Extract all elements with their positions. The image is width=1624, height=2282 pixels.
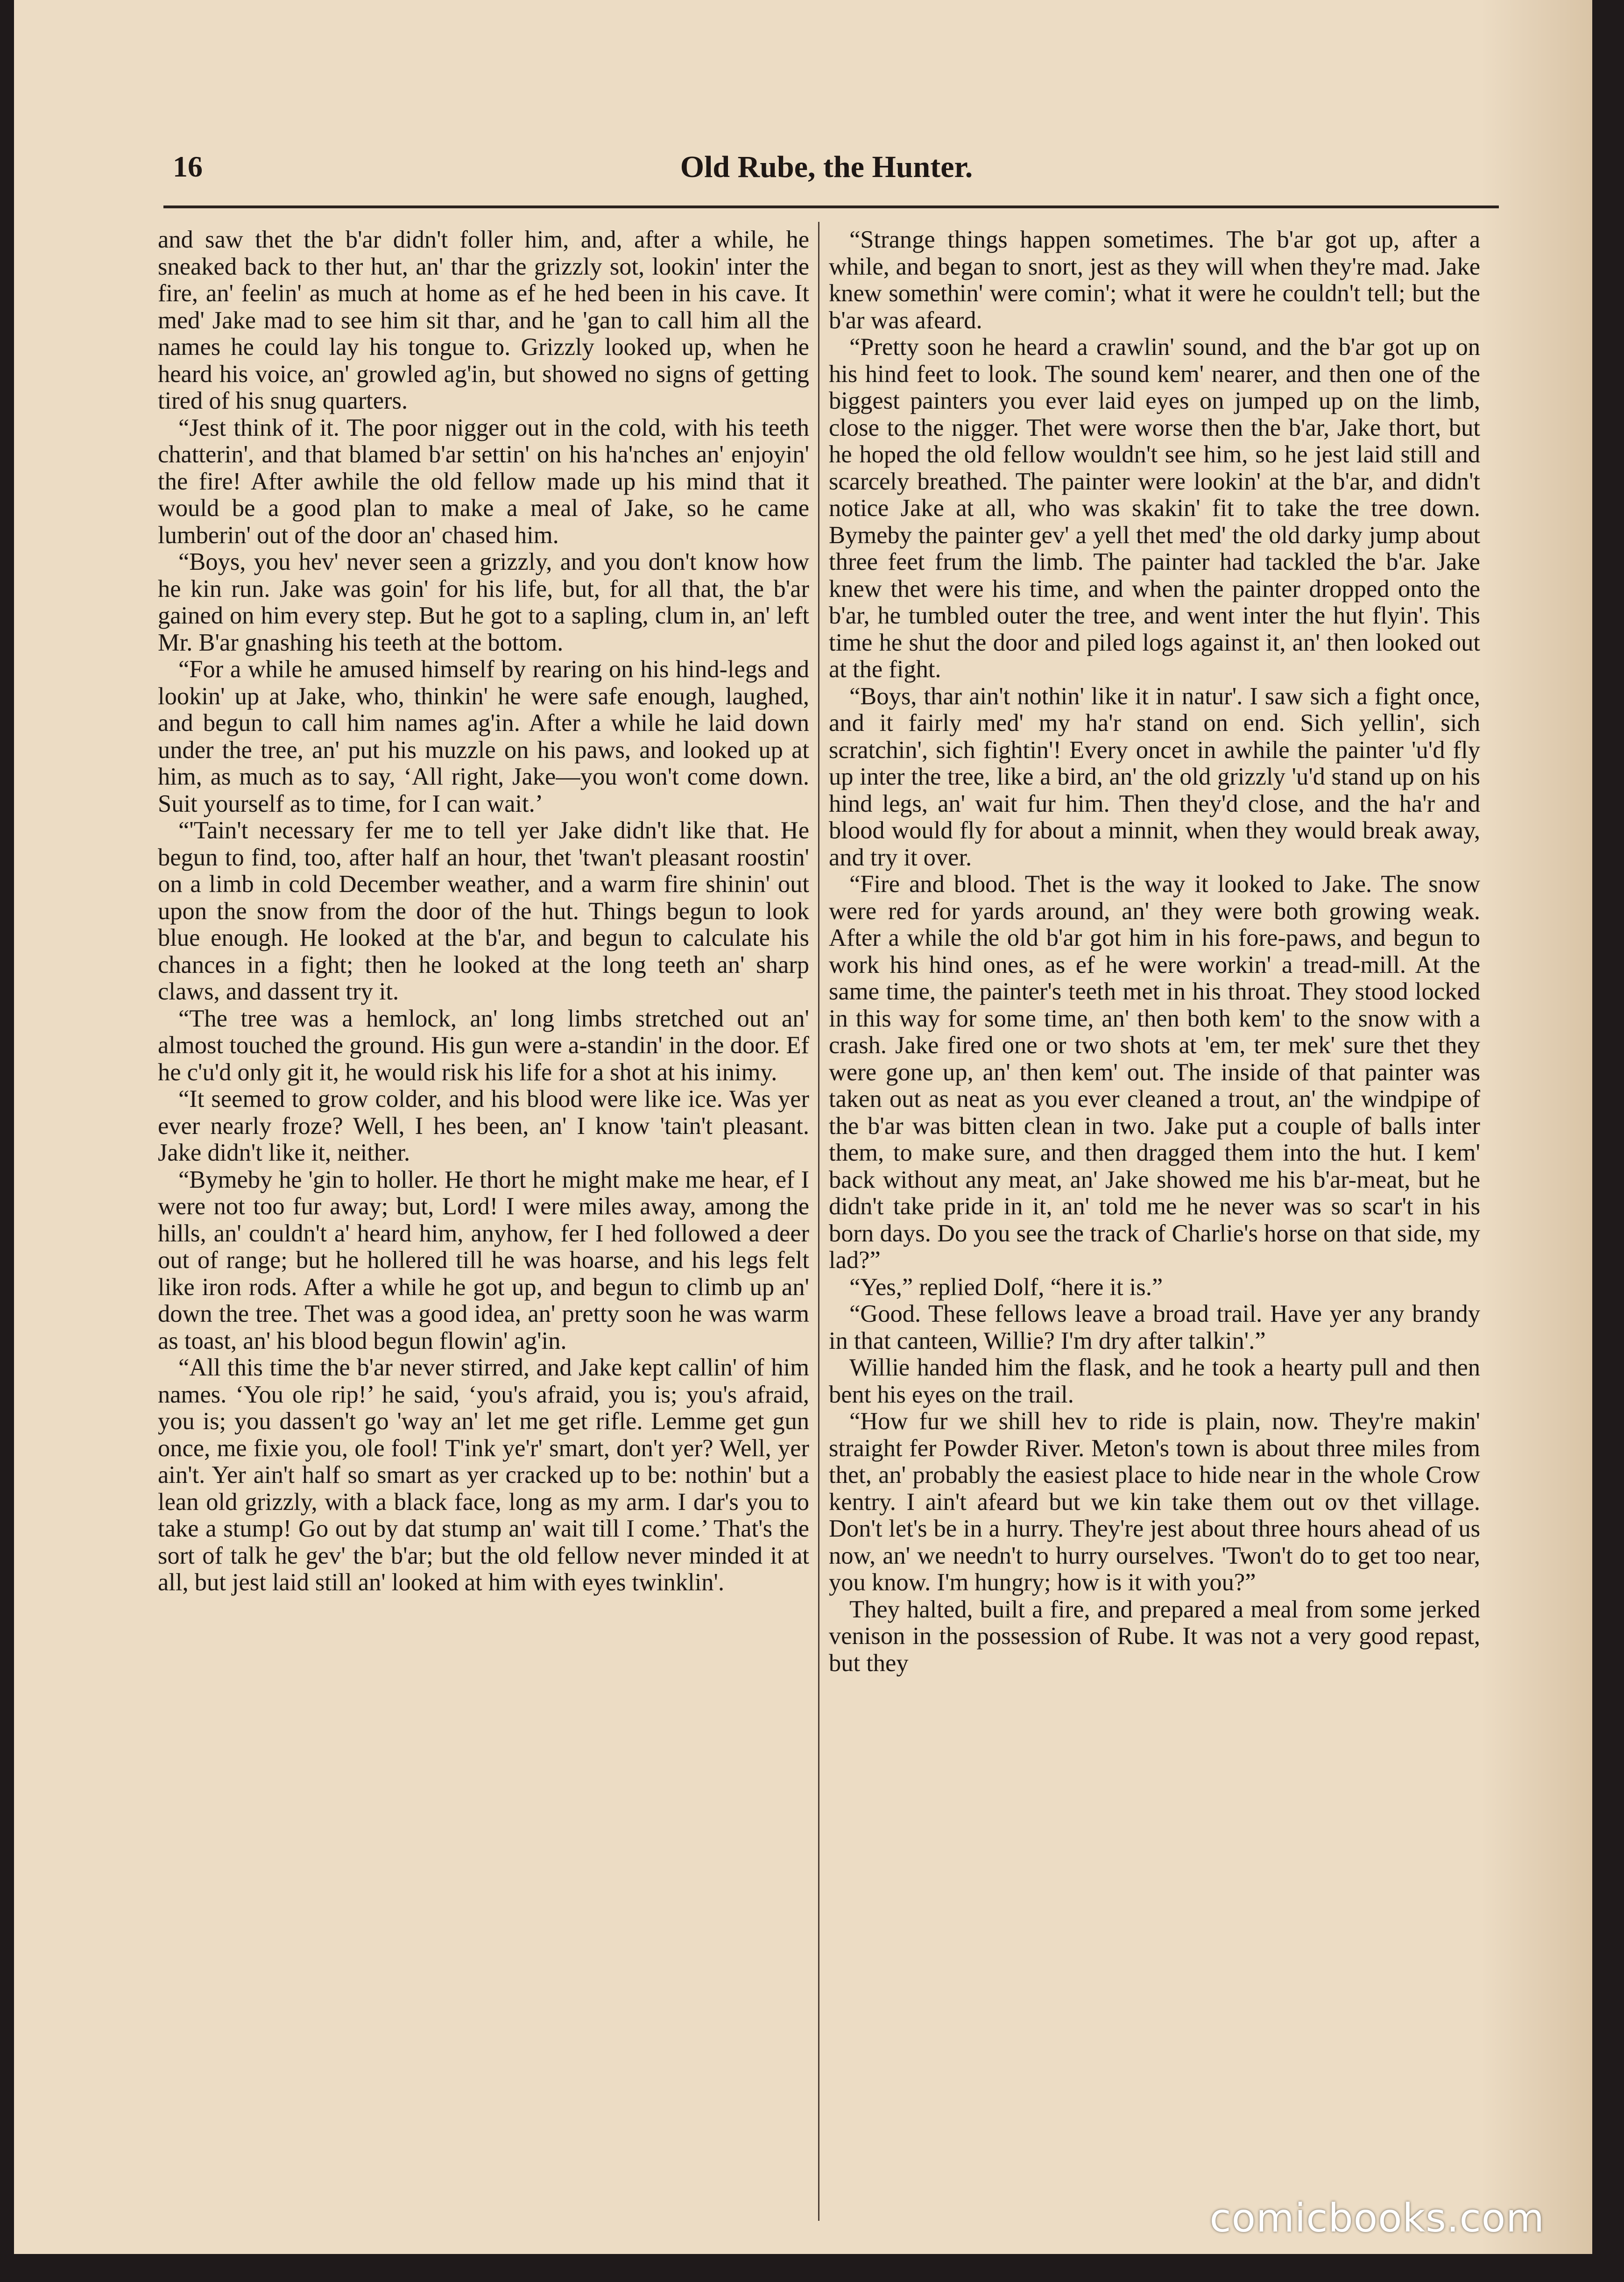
paragraph: “Boys, thar ain't nothin' like it in natur'. I saw sich a fight once, and it fairly med' my ha'r stand on end. Sich yellin', sich scratchin', sich fightin'! Every oncet in awhile the painter 'u'd fly up inter the tree, like a bird, an' the old grizzly 'u'd stand up on his hind legs, an' wait fur him. Then they'd close, and the ha'r and blood would fly for about a minnit, when they would break away, and try it over. xyxy=(829,682,1480,871)
paragraph: “The tree was a hemlock, an' long limbs stretched out an' almost touched the ground. His gun were a-standin' in the door. Ef he c'u'd only git it, he would risk his life for a shot at his inimy. xyxy=(158,1005,809,1086)
running-title: Old Rube, the Hunter. xyxy=(680,150,973,184)
book-page xyxy=(14,0,1592,2254)
right-column xyxy=(829,227,1480,1677)
scan-background xyxy=(0,2254,1624,2282)
page-number: 16 xyxy=(173,150,203,183)
watermark: comicbooks.com xyxy=(1209,2195,1545,2241)
paragraph: Willie handed him the flask, and he took a hearty pull and then bent his eyes on the trail. xyxy=(829,1354,1480,1408)
left-column xyxy=(158,227,809,1596)
column-divider xyxy=(818,222,819,2221)
paragraph: “Fire and blood. Thet is the way it looked to Jake. The snow were red for yards around, an' they were both growing weak. After a while the old b'ar got him in his fore-paws, and begun to work his hind ones, as ef he were workin' a tread-mill. At the same time, the painter's teeth met in his throat. They stood locked in this way for some time, an' then both kem' to the snow with a crash. Jake fired one or two shots at 'em, ter mek' sure thet they were gone up, an' then kem' out. The inside of that painter was taken out as neat as you ever cleaned a trout, an' the windpipe of the b'ar was bitten clean in two. Jake put a couple of balls inter them, to make sure, and then dragged them into the hut. I kem' back without any meat, an' Jake showed me his b'ar-meat, but he didn't take pride in it, an' told me he never was so scar't in his born days. Do you see the track of Charlie's horse on that side, my lad?” xyxy=(829,871,1480,1274)
paragraph: and saw thet the b'ar didn't foller him, and, after a while, he sneaked back to ther hut, an' thar the grizzly sot, lookin' inter the fire, an' feelin' as much at home as ef he hed been in his cave. It med' Jake mad to see him sit thar, and he 'gan to call him all the names he could lay his tongue to. Grizzly looked up, when he heard his voice, an' growled ag'in, but showed no signs of getting tired of his snug quarters. xyxy=(158,226,809,414)
page-header xyxy=(163,149,1490,201)
paragraph: “It seemed to grow colder, and his blood were like ice. Was yer ever nearly froze? Well, I hes been, an' I know 'tain't pleasant. Jake didn't like it, neither. xyxy=(158,1085,809,1166)
paragraph: “Bymeby he 'gin to holler. He thort he might make me hear, ef I were not too fur away; but, Lord! I were miles away, among the hills, an' couldn't a' heard him, anyhow, fer I hed followed a deer out of range; but he hollered till he was hoarse, and his legs felt like iron rods. After a while he got up, and begun to climb up an' down the tree. Thet was a good idea, an' pretty soon he was warm as toast, an' his blood begun flowin' ag'in. xyxy=(158,1166,809,1354)
header-rule xyxy=(163,206,1499,208)
paragraph: “Boys, you hev' never seen a grizzly, and you don't know how he kin run. Jake was goin' for his life, but, for all that, the b'ar gained on him every step. But he got to a sapling, clum in, an' left Mr. B'ar gnashing his teeth at the bottom. xyxy=(158,548,809,656)
paragraph: “How fur we shill hev to ride is plain, now. They're makin' straight fer Powder River. Meton's town is about three miles from thet, an' probably the easiest place to hide near in the whole Crow kentry. I ain't afeard but we kin take them out ov thet village. Don't let's be in a hurry. They're jest about three hours ahead of us now, an' we needn't to hurry ourselves. 'Twon't do to get too near, you know. I'm hungry; how is it with you?” xyxy=(829,1408,1480,1596)
paragraph: “Strange things happen sometimes. The b'ar got up, after a while, and began to snort, jest as they will when they're mad. Jake knew somethin' were comin'; what it were he couldn't tell; but the b'ar was afeard. xyxy=(829,226,1480,334)
paragraph: They halted, built a fire, and prepared a meal from some jerked venison in the possession of Rube. It was not a very good repast, but they xyxy=(829,1595,1480,1677)
paragraph: “Pretty soon he heard a crawlin' sound, and the b'ar got up on his hind feet to look. The sound kem' nearer, and then one of the biggest painters you ever laid eyes on jumped up on the limb, close to the nigger. Thet were worse then the b'ar, Jake thort, but he hoped the old fellow wouldn't see him, so he jest laid still and scarcely breathed. The painter were lookin' at the b'ar, and didn't notice Jake at all, who was skakin' fit to take the tree down. Bymeby the painter gev' a yell thet med' the old darky jump about three feet frum the limb. The painter had tackled the b'ar. Jake knew thet were his time, and when the painter dropped onto the b'ar, he tumbled outer the tree, and went inter the hut flyin'. This time he shut the door and piled logs against it, an' then looked out at the fight. xyxy=(829,333,1480,683)
page-edge-shading xyxy=(1480,0,1592,2254)
paragraph: “Yes,” replied Dolf, “here it is.” xyxy=(849,1273,1163,1301)
paragraph: “Good. These fellows leave a broad trail. Have yer any brandy in that canteen, Willie? I'm dry after talkin'.” xyxy=(829,1300,1480,1354)
paragraph: “For a while he amused himself by rearing on his hind-legs and lookin' up at Jake, who, thinkin' he were safe enough, laughed, and begun to call him names ag'in. After a while he laid down under the tree, an' put his muzzle on his paws, and looked up at him, as much as to say, ‘All right, Jake—you won't come down. Suit yourself as to time, for I can wait.’ xyxy=(158,656,809,817)
paragraph: “'Tain't necessary fer me to tell yer Jake didn't like that. He begun to find, too, after half an hour, thet 'twan't pleasant roostin' on a limb in cold December weather, and a warm fire shinin' out upon the snow from the door of the hut. Things begun to look blue enough. He looked at the b'ar, and begun to calculate his chances in a fight; then he looked at the long teeth an' sharp claws, and dassent try it. xyxy=(158,817,809,1005)
paragraph: “Jest think of it. The poor nigger out in the cold, with his teeth chatterin', and that blamed b'ar settin' on his ha'nches an' enjoyin' the fire! After awhile the old fellow made up his mind that it would be a good plan to make a meal of Jake, so he came lumberin' out of the door an' chased him. xyxy=(158,414,809,549)
paragraph: “All this time the b'ar never stirred, and Jake kept callin' of him names. ‘You ole rip!’ he said, ‘you's afraid, you is; you's afraid, you is; you dassen't go 'way an' let me get rifle. Lemme get gun once, me fixie you, ole fool! T'ink ye'r' smart, don't yer? Well, yer ain't. Yer ain't half so smart as yer cracked up to be: nothin' but a lean old grizzly, with a black face, long as my arm. I dar's you to take a stump! Go out by dat stump an' wait till I come.’ That's the sort of talk he gev' the b'ar; but the old fellow never minded it at all, but jest laid still an' looked at him with eyes twinklin'. xyxy=(158,1354,809,1596)
